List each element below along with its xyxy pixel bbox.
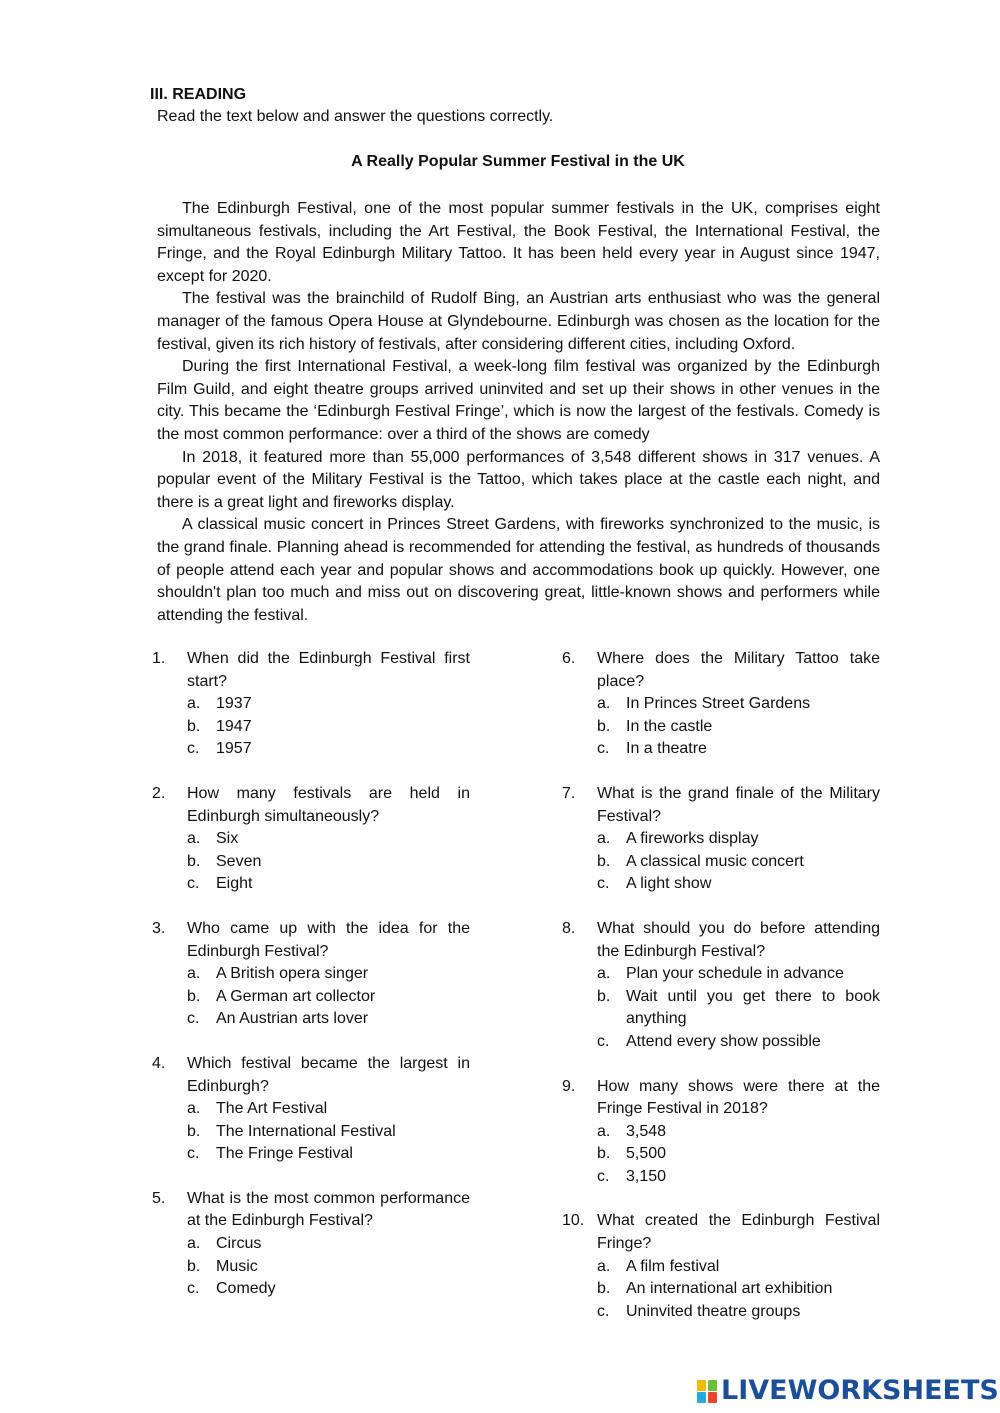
answer-option[interactable] xyxy=(597,1121,880,1144)
option-text: 3,548 xyxy=(626,1122,667,1140)
option-text: 3,150 xyxy=(626,1167,667,1185)
option-letter: b. xyxy=(187,852,201,870)
question-number: 4. xyxy=(152,1054,166,1072)
answer-option[interactable] xyxy=(597,1301,880,1324)
option-text: 1957 xyxy=(216,740,252,758)
liveworksheets-logo-icon xyxy=(697,1378,719,1404)
answer-options xyxy=(187,1098,470,1166)
option-letter: b. xyxy=(187,1122,201,1140)
question-text: When did the Edinburgh Festival first start? xyxy=(187,650,470,690)
questions-right-column xyxy=(562,648,880,1323)
question-text: How many festivals are held in Edinburgh simultaneously? xyxy=(187,784,470,825)
option-text: An Austrian arts lover xyxy=(216,1010,369,1028)
answer-options xyxy=(187,828,470,896)
option-letter: a. xyxy=(597,965,611,983)
option-letter: b. xyxy=(597,852,611,870)
option-text: The Art Festival xyxy=(216,1100,328,1118)
question-2 xyxy=(152,783,470,896)
option-letter: a. xyxy=(597,1257,611,1275)
answer-options xyxy=(187,1233,470,1301)
answer-option[interactable] xyxy=(187,986,470,1009)
question-number: 7. xyxy=(562,784,576,802)
option-letter: a. xyxy=(187,965,201,983)
answer-option[interactable] xyxy=(597,738,880,761)
question-number: 9. xyxy=(562,1077,576,1095)
option-text: 1947 xyxy=(216,717,252,735)
option-letter: a. xyxy=(187,695,201,713)
answer-options xyxy=(187,963,470,1031)
option-letter: c. xyxy=(187,875,200,893)
question-5 xyxy=(152,1188,470,1301)
option-text: A light show xyxy=(626,875,712,893)
option-letter: b. xyxy=(597,987,611,1005)
option-text: Uninvited theatre groups xyxy=(626,1302,801,1320)
questions-left-column xyxy=(152,648,470,1301)
answer-option[interactable] xyxy=(187,1098,470,1121)
answer-option[interactable] xyxy=(187,693,470,716)
question-7 xyxy=(562,783,880,896)
answer-options xyxy=(597,693,880,761)
option-letter: b. xyxy=(597,717,611,735)
option-letter: c. xyxy=(597,740,610,758)
question-3 xyxy=(152,918,470,1031)
option-text: The Fringe Festival xyxy=(216,1145,353,1163)
answer-options xyxy=(187,693,470,761)
answer-option[interactable] xyxy=(187,1278,470,1301)
answer-option[interactable] xyxy=(597,963,880,986)
article-paragraph: During the first International Festival, a week-long film festival was organized by the Edinburgh Film Guild, and eight theatre groups arrived uninvited and set up their shows in other venues in the city. This became the ‘Edinburgh Festival Fringe’, which is now the largest of the festivals. Comedy is the most common performance: over a third of the shows are comedy xyxy=(157,358,880,443)
question-row xyxy=(152,1053,470,1098)
option-letter: c. xyxy=(187,1280,200,1298)
answer-option[interactable] xyxy=(597,986,880,1031)
answer-option[interactable] xyxy=(187,851,470,874)
liveworksheets-logo-text: LIVEWORKSHEETS xyxy=(721,1375,999,1406)
option-text: In a theatre xyxy=(626,740,707,758)
option-text: 5,500 xyxy=(626,1145,667,1163)
question-row xyxy=(562,1210,880,1255)
question-number: 3. xyxy=(152,919,166,937)
question-text: What created the Edinburgh Festival Fringe? xyxy=(597,1212,880,1253)
option-text: An international art exhibition xyxy=(626,1280,833,1298)
question-number: 10. xyxy=(562,1212,585,1230)
option-letter: b. xyxy=(187,717,201,735)
question-row xyxy=(562,1076,880,1121)
answer-option[interactable] xyxy=(187,828,470,851)
question-row xyxy=(152,918,470,963)
answer-option[interactable] xyxy=(597,1166,880,1189)
question-6 xyxy=(562,648,880,761)
option-text: A British opera singer xyxy=(216,965,369,983)
question-number: 5. xyxy=(152,1189,166,1207)
option-text: Comedy xyxy=(216,1280,276,1298)
instruction-text: Read the text below and answer the questions correctly. xyxy=(157,108,554,125)
answer-option[interactable] xyxy=(187,1256,470,1279)
answer-option[interactable] xyxy=(187,1233,470,1256)
section-title: III. READING xyxy=(150,86,247,103)
answer-option[interactable] xyxy=(597,1143,880,1166)
answer-option[interactable] xyxy=(597,1278,880,1301)
option-letter: b. xyxy=(187,987,201,1005)
answer-options xyxy=(597,828,880,896)
question-text: What is the most common performance at the Edinburgh Festival? xyxy=(187,1189,470,1230)
question-text: Who came up with the idea for the Edinburgh Festival? xyxy=(187,919,470,960)
option-text: 1937 xyxy=(216,695,252,713)
answer-option[interactable] xyxy=(597,873,880,896)
question-row xyxy=(152,1188,470,1233)
option-text: Seven xyxy=(216,852,262,870)
option-letter: a. xyxy=(597,830,611,848)
option-text: Music xyxy=(216,1257,258,1275)
question-number: 2. xyxy=(152,784,166,802)
option-text: Attend every show possible xyxy=(626,1032,821,1050)
answer-option[interactable] xyxy=(597,693,880,716)
answer-option[interactable] xyxy=(597,851,880,874)
question-text: How many shows were there at the Fringe Festival in 2018? xyxy=(597,1077,880,1118)
question-row xyxy=(152,648,470,693)
article-paragraph: The festival was the brainchild of Rudolf Bing, an Austrian arts enthusiast who was the general manager of the famous Opera House at Glyndebourne. Edinburgh was chosen as the location for the festival, given its rich history of festivals, after considering different cities, including Oxford. xyxy=(157,290,880,353)
answer-option[interactable] xyxy=(597,828,880,851)
liveworksheets-logo xyxy=(697,1375,999,1406)
question-text: What is the grand finale of the Military Festival? xyxy=(597,784,880,825)
answer-option[interactable] xyxy=(187,1008,470,1031)
option-text: The International Festival xyxy=(216,1122,396,1140)
option-letter: a. xyxy=(187,1235,201,1253)
answer-options xyxy=(597,1121,880,1189)
question-text: What should you do before attending the Edinburgh Festival? xyxy=(597,919,880,960)
answer-option[interactable] xyxy=(187,873,470,896)
article-body xyxy=(157,198,880,627)
option-text: A fireworks display xyxy=(626,830,759,848)
answer-option[interactable] xyxy=(597,1031,880,1054)
question-1 xyxy=(152,648,470,761)
answer-options xyxy=(597,1256,880,1324)
option-text: Six xyxy=(216,830,239,848)
option-letter: b. xyxy=(187,1257,201,1275)
option-text: Plan your schedule in advance xyxy=(626,965,844,983)
question-number: 6. xyxy=(562,650,576,667)
answer-option[interactable] xyxy=(187,1121,470,1144)
option-letter: b. xyxy=(597,1145,611,1163)
option-letter: c. xyxy=(597,1167,610,1185)
question-10 xyxy=(562,1210,880,1323)
option-text: In the castle xyxy=(626,717,713,735)
answer-option[interactable] xyxy=(187,1143,470,1166)
question-row xyxy=(152,783,470,828)
answer-option[interactable] xyxy=(597,1256,880,1279)
option-letter: a. xyxy=(597,695,611,713)
option-text: Eight xyxy=(216,875,253,893)
question-row xyxy=(562,783,880,828)
question-text: Where does the Military Tattoo take place? xyxy=(597,650,880,690)
article-title: A Really Popular Summer Festival in the UK xyxy=(351,153,685,170)
option-letter: c. xyxy=(597,1032,610,1050)
question-9 xyxy=(562,1076,880,1189)
option-letter: a. xyxy=(187,830,201,848)
question-number: 8. xyxy=(562,919,576,937)
option-text: A classical music concert xyxy=(626,852,804,870)
question-row xyxy=(562,648,880,693)
answer-option[interactable] xyxy=(187,716,470,739)
option-letter: c. xyxy=(187,1145,200,1163)
answer-options xyxy=(597,963,880,1053)
article-paragraph: The Edinburgh Festival, one of the most popular summer festivals in the UK, comprises eight simultaneous festivals, including the Art Festival, the Book Festival, the International Festival, the Fringe, and the Royal Edinburgh Military Tattoo. It has been held every year in August since 1947, except for 2020. xyxy=(157,200,880,285)
answer-option[interactable] xyxy=(187,963,470,986)
option-text: A film festival xyxy=(626,1257,720,1275)
question-8 xyxy=(562,918,880,1054)
article-paragraph: In 2018, it featured more than 55,000 performances of 3,548 different shows in 317 venues. A popular event of the Military Festival is the Tattoo, which takes place at the castle each night, and there is a great light and fireworks display. xyxy=(157,448,880,511)
answer-option[interactable] xyxy=(187,738,470,761)
option-letter: c. xyxy=(597,1302,610,1320)
option-text: A German art collector xyxy=(216,987,376,1005)
option-letter: a. xyxy=(597,1122,611,1140)
question-row xyxy=(562,918,880,963)
option-letter: a. xyxy=(187,1100,201,1118)
question-number: 1. xyxy=(152,650,166,667)
question-text: Which festival became the largest in Edinburgh? xyxy=(187,1054,470,1095)
option-text: In Princes Street Gardens xyxy=(626,695,811,713)
answer-option[interactable] xyxy=(597,716,880,739)
option-letter: b. xyxy=(597,1280,611,1298)
option-letter: c. xyxy=(597,875,610,893)
article-paragraph: A classical music concert in Princes Street Gardens, with fireworks synchronized to the music, is the grand finale. Planning ahead is recommended for attending the festival, as hundreds of thousands of people attend each year and popular shows and accommodations book up quickly. However, one shouldn't plan too much and miss out on discovering great, little-known shows and performers while attending the festival. xyxy=(157,516,880,624)
option-letter: c. xyxy=(187,1010,200,1028)
option-letter: c. xyxy=(187,740,200,758)
question-4 xyxy=(152,1053,470,1166)
option-text: Circus xyxy=(216,1235,262,1253)
option-text: Wait until you get there to book anything xyxy=(626,987,880,1028)
